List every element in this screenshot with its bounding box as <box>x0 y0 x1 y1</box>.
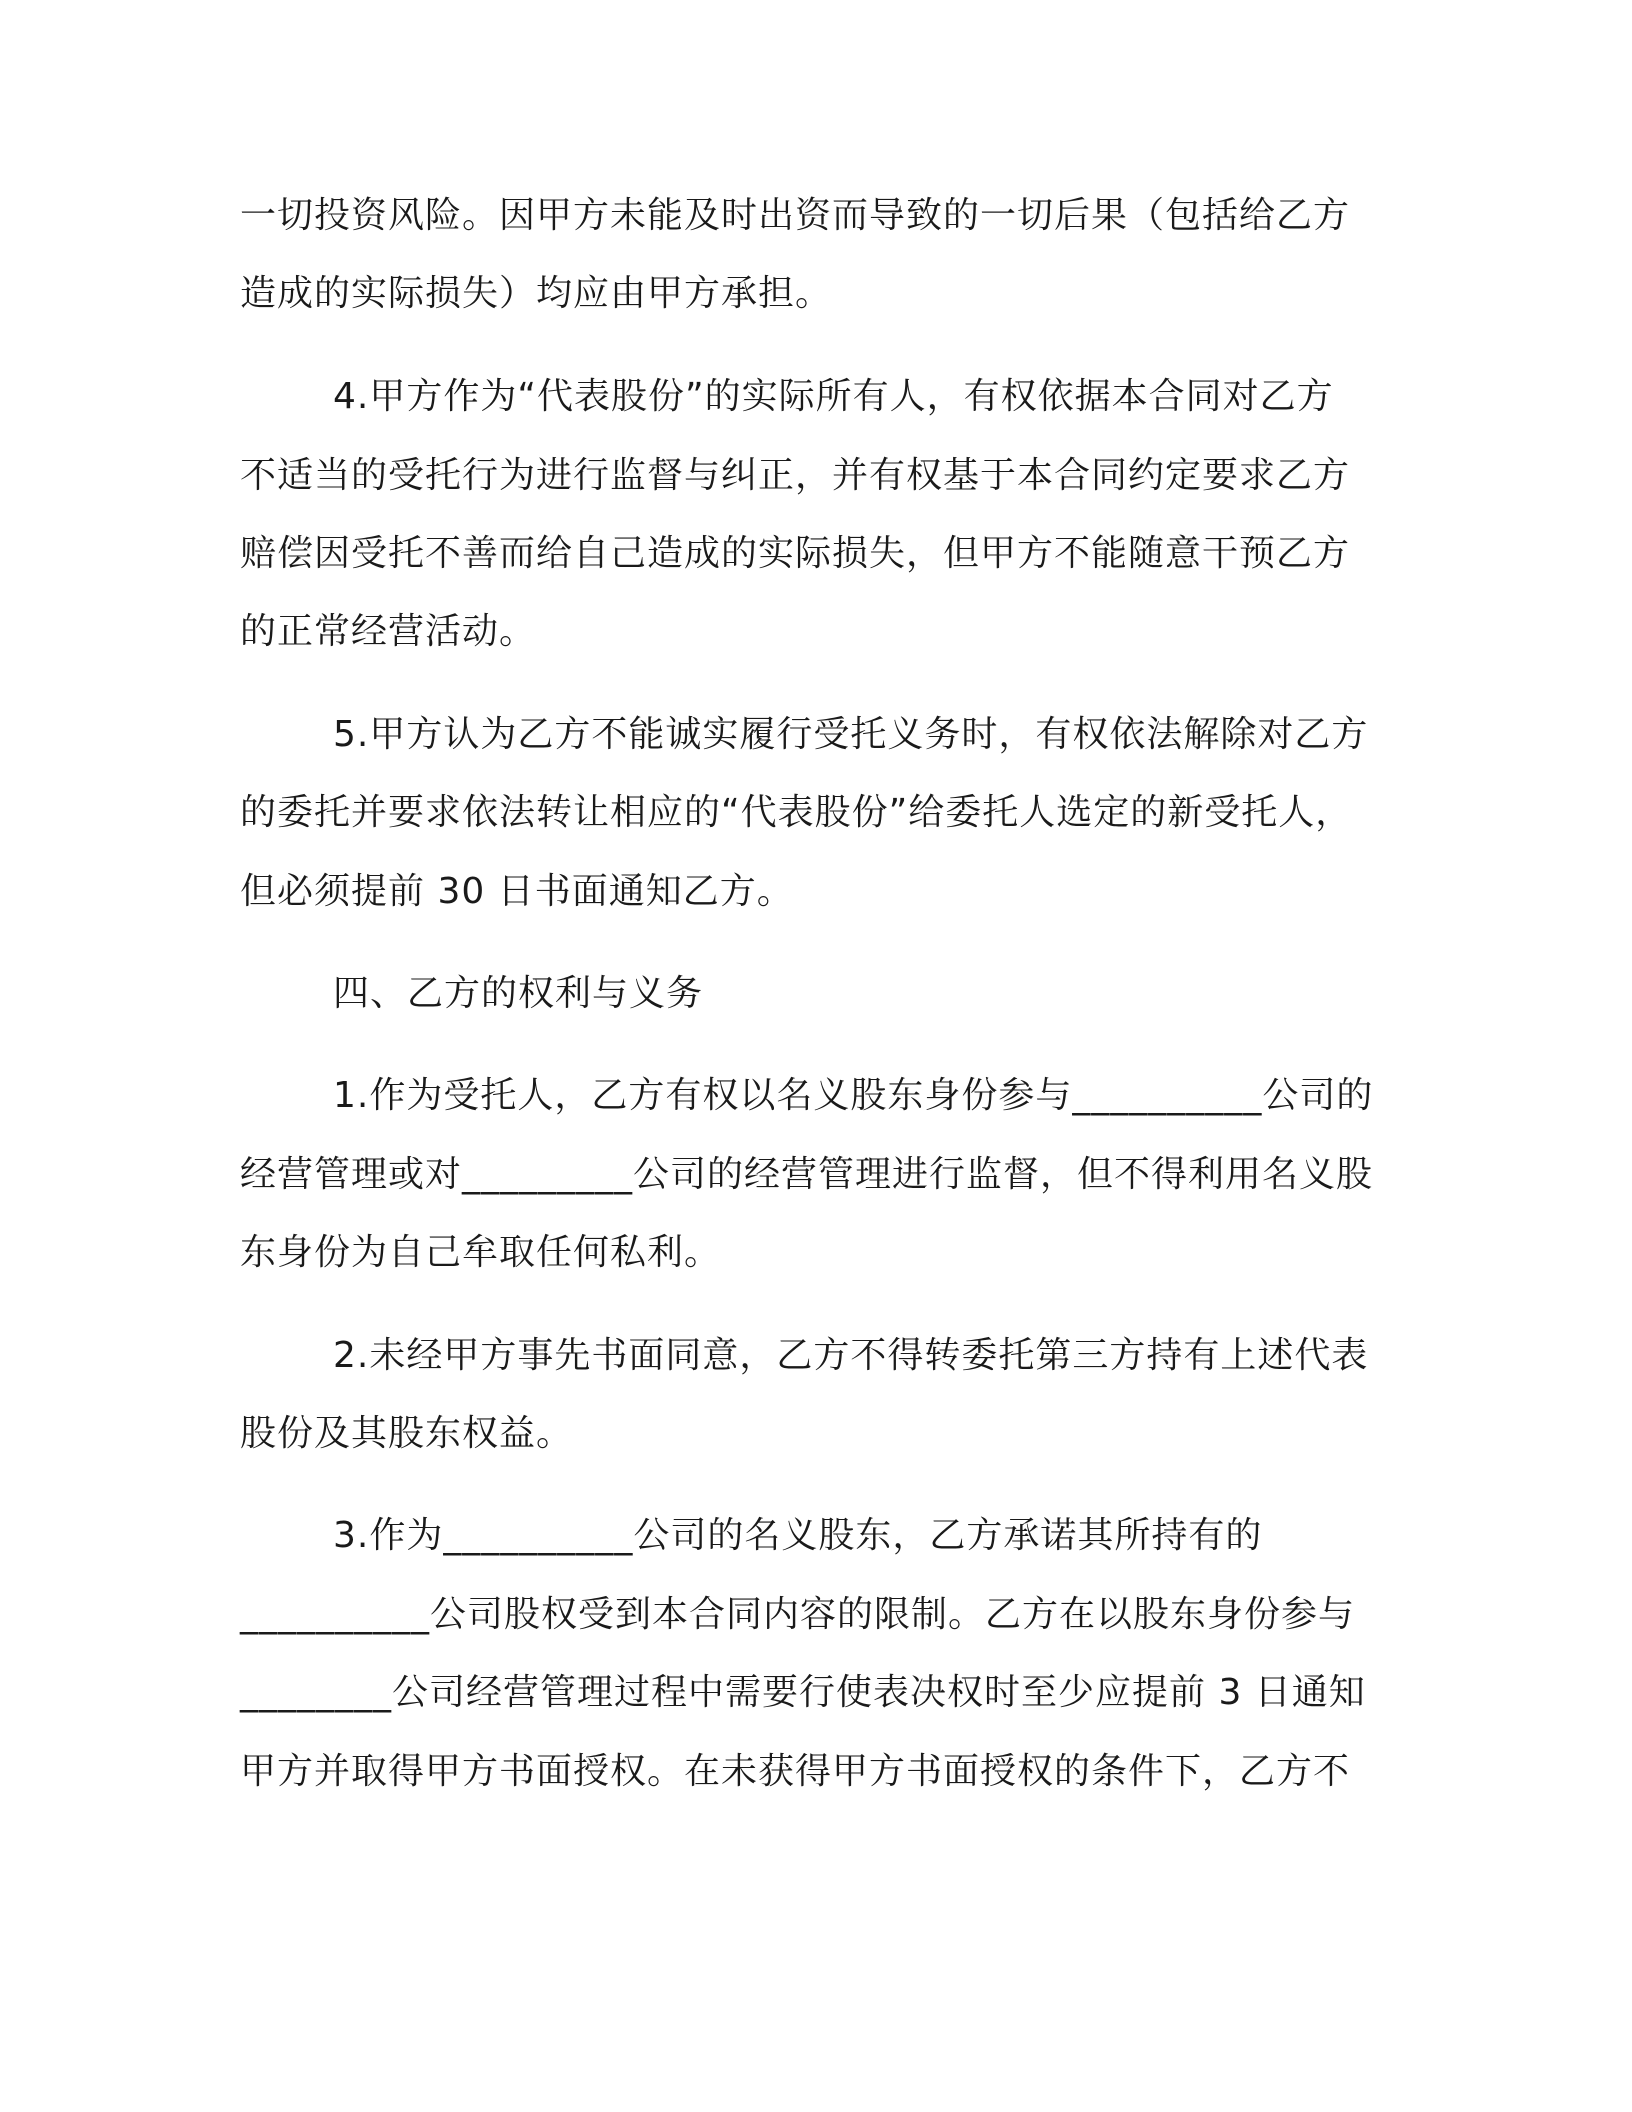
paragraph-5-line: 5.甲方认为乙方不能诚实履行受托义务时，有权依法解除对乙方 <box>333 714 1369 755</box>
clause-1-line: 1.作为受托人，乙方有权以名义股东身份参与__________公司的 <box>333 1075 1374 1116</box>
section-heading: 四、乙方的权利与义务 <box>333 973 704 1014</box>
text-line: 赔偿因受托不善而给自己造成的实际损失，但甲方不能随意干预乙方 <box>240 533 1351 574</box>
text-line: 甲方并取得甲方书面授权。在未获得甲方书面授权的条件下，乙方不 <box>240 1751 1351 1792</box>
text-line: 不适当的受托行为进行监督与纠正，并有权基于本合同约定要求乙方 <box>240 455 1351 496</box>
text-line: 的正常经营活动。 <box>240 611 537 652</box>
text-line: 股份及其股东权益。 <box>240 1413 574 1454</box>
clause-3-line: 3.作为__________公司的名义股东，乙方承诺其所持有的 <box>333 1515 1263 1556</box>
text-line: 造成的实际损失）均应由甲方承担。 <box>240 273 833 314</box>
text-line: 东身份为自己牟取任何私利。 <box>240 1232 722 1273</box>
text-line: __________公司股权受到本合同内容的限制。乙方在以股东身份参与 <box>240 1594 1356 1635</box>
text-line: 一切投资风险。因甲方未能及时出资而导致的一切后果（包括给乙方 <box>240 195 1351 236</box>
paragraph-4-line: 4.甲方作为“代表股份”的实际所有人，有权依据本合同对乙方 <box>333 376 1334 417</box>
text-line: ________公司经营管理过程中需要行使表决权时至少应提前 3 日通知 <box>240 1672 1366 1713</box>
text-line: 的委托并要求依法转让相应的“代表股份”给委托人选定的新受托人， <box>240 792 1353 833</box>
text-line: 但必须提前 30 日书面通知乙方。 <box>240 871 794 912</box>
clause-2-line: 2.未经甲方事先书面同意，乙方不得转委托第三方持有上述代表 <box>333 1335 1369 1376</box>
text-line: 经营管理或对_________公司的经营管理进行监督，但不得利用名义股 <box>240 1154 1374 1195</box>
